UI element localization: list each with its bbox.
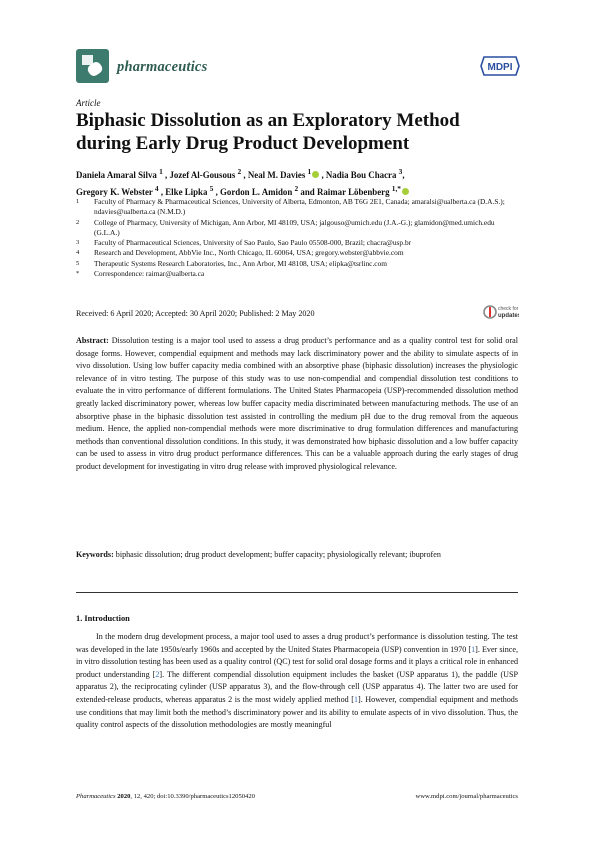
keywords-label: Keywords: [76, 550, 114, 559]
orcid-icon[interactable] [312, 171, 319, 178]
citation-link[interactable]: 1 [471, 644, 476, 654]
author-separator: , [402, 169, 405, 180]
affiliation-text: Therapeutic Systems Research Laboratories, Inc., Ann Arbor, MI 48108, USA; elipka@tsrlinc.com [94, 258, 388, 268]
affiliation-text: Correspondence: raimar@ualberta.ca [94, 269, 205, 279]
section-heading: 1. Introduction [76, 614, 130, 623]
check-updates-line1: check for [498, 306, 519, 312]
citation-link[interactable]: 2 [155, 669, 160, 679]
intro-text: ]. Ever since, in vitro dissolution testing has been used as a quality control (QC) test for solid oral dosage forms and it plays a critical role in enhanced product understanding [ [76, 644, 518, 679]
affiliation-list [76, 197, 516, 279]
affiliation-text: Faculty of Pharmaceutical Sciences, University of Sao Paulo, Sao Paulo 05508-000, Brazil; chacra@usp.br [94, 238, 412, 248]
footer-journal: Pharmaceutics [76, 793, 116, 800]
affiliation-number: 5 [76, 259, 80, 267]
affiliation-number: * [76, 270, 80, 278]
mdpi-logo-text: MDPI [487, 62, 513, 73]
keywords [76, 549, 518, 562]
affiliation-number: 2 [76, 218, 80, 226]
intro-text: ]. The different compendial dissolution equipment includes the basket (USP apparatus 1), the paddle (USP apparatus 2), the reciprocating cylinder (USP apparatus 3), and the flow-through cell (USP apparatus 4). The latter two are used for extended-release products, whereas apparatus 2 is the most widely applied method [ [76, 669, 518, 704]
affiliation-text: Research and Development, AbbVie Inc., North Chicago, IL 60064, USA; gregory.webster@abbvie.com [94, 248, 404, 258]
affiliation-marker: 1,* [391, 183, 401, 193]
affiliation-marker: 5 [209, 183, 214, 193]
mdpi-logo-icon[interactable] [480, 55, 520, 82]
affiliation-marker: 1 [159, 167, 163, 176]
affiliation-marker: 1 [307, 167, 312, 176]
journal-logo-icon [76, 49, 109, 83]
footer-citation [76, 793, 255, 800]
abstract-text: Dissolution testing is a major tool used to assess a drug product’s performance and as a quality control test for solid oral dosage forms. However, compendial equipment and methods may lack discriminatory power and the ability to simulate aspects of in vivo dissolution. Using low buffer capacity media combined with an absorptive phase (biphasic dissolution) increases the physiologic relevance of in vitro testing. The purpose of this study was to use non-compendial and compendial dissolution test conditions to evaluate the in vitro performance of different formulations. The United States Pharmacopeia (USP)-recommended dissolution method greatly lacked discriminatory power, whereas low buffer capacity media discriminated between manufacturing methods. The use of an absorptive phase in the biphasic dissolution test assisted in controlling the medium pH due to the drug removal from the aqueous medium. Hence, the applied non-compendial methods were more discriminative to drug formulation differences and manufacturing methods than conventional dissolution conditions. In this study, it was demonstrated how biphasic dissolution and a low buffer capacity can be used to assess in vitro drug product performance differences. This can be a valuable approach during the early stages of drug product development for investigating in vitro drug release with improved physiological relevance. [76, 336, 518, 471]
abstract [76, 335, 518, 474]
article-title: Biphasic Dissolution as an Exploratory Method during Early Drug Product Development [76, 110, 460, 154]
affiliation-item [76, 259, 516, 269]
affiliation-item [76, 218, 516, 239]
author-list [76, 165, 516, 199]
publication-dates: Received: 6 April 2020; Accepted: 30 April 2020; Published: 2 May 2020 [76, 309, 315, 318]
footer-doi[interactable]: , 12, 420; doi:10.3390/pharmaceutics12050420 [130, 793, 255, 800]
affiliation-number: 4 [76, 249, 80, 257]
introduction-paragraph [76, 631, 518, 732]
journal-name[interactable]: pharmaceutics [117, 59, 208, 75]
affiliation-marker: 4 [154, 183, 159, 193]
affiliation-item [76, 269, 516, 279]
intro-text: ]. However, compendial equipment and methods use conditions that may limit both the method’s discriminatory power and its ability to emulate aspects of in vivo dissolution. Thus, the quality control aspects of the dissolution methodologies are mostly meaningful [76, 694, 518, 730]
article-type: Article [76, 98, 101, 108]
author-name[interactable]: , Neal M. Davies [243, 169, 308, 180]
author-name[interactable]: , Gordon L. Amidon [215, 186, 295, 197]
affiliation-item [76, 238, 516, 248]
affiliation-marker: 2 [294, 183, 299, 193]
affiliation-number: 3 [76, 239, 80, 247]
footer-year: 2020 [117, 793, 131, 800]
author-name[interactable]: , Nadia Bou Chacra [321, 169, 399, 180]
check-updates-line2: updates [498, 313, 519, 319]
footer-url[interactable]: www.mdpi.com/journal/pharmaceutics [415, 793, 518, 800]
author-name[interactable]: and Raimar Löbenberg [300, 186, 392, 197]
citation-link[interactable]: 1 [353, 694, 359, 704]
affiliation-text: Faculty of Pharmacy & Pharmaceutical Sciences, University of Alberta, Edmonton, AB T6G 2E1, Canada; amaralsi@ualberta.ca (D.A.S.); ndavies@ualberta.ca (N.M.D.) [94, 197, 505, 217]
keywords-text: biphasic dissolution; drug product development; buffer capacity; physiologically relevant; ibuprofen [113, 550, 441, 559]
affiliation-item [76, 197, 516, 218]
affiliation-item [76, 248, 516, 258]
abstract-label: Abstract: [76, 336, 109, 345]
orcid-icon[interactable] [402, 188, 409, 195]
author-line-1 [76, 165, 516, 182]
affiliation-marker: 2 [237, 167, 242, 176]
author-name[interactable]: Gregory K. Webster [76, 186, 155, 197]
author-name[interactable]: Daniela Amaral Silva [76, 169, 160, 180]
check-for-updates-button[interactable] [483, 301, 519, 328]
intro-text: In the modern drug development process, a major tool used to asses a drug product’s performance is dissolution testing. The test was developed in the late 1950s/early 1960s and accepted by the United States Pharmacopeia (USP) convention in 1970 [ [76, 632, 518, 654]
section-divider [76, 592, 518, 593]
affiliation-number: 1 [76, 198, 80, 205]
author-name[interactable]: , Jozef Al-Gousous [165, 169, 238, 180]
affiliation-text: College of Pharmacy, University of Michigan, Ann Arbor, MI 48109, USA; jalgouso@umich.edu (J.A.-G.); glamidon@med.umich.edu (G.L.A.) [94, 217, 495, 237]
author-name[interactable]: , Elke Lipka [160, 186, 210, 197]
affiliation-marker: 3 [398, 167, 403, 176]
